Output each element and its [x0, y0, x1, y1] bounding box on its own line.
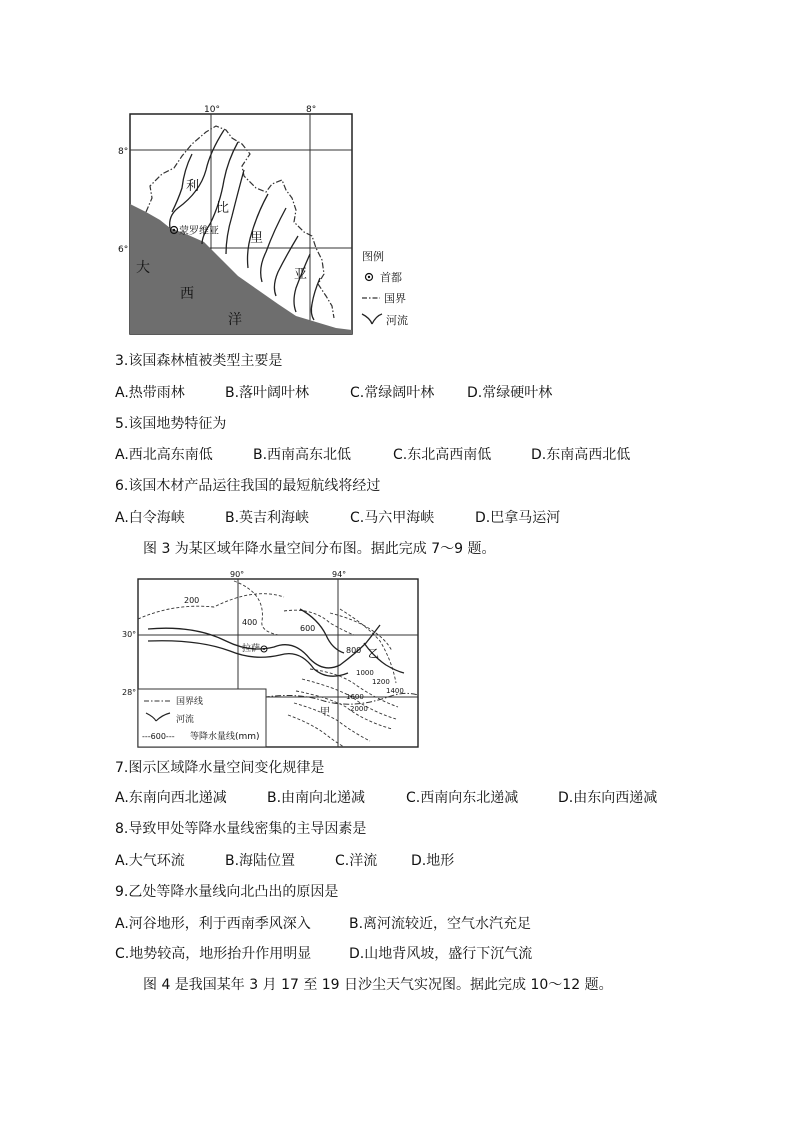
- country-char: 比: [216, 201, 230, 216]
- legend-isohyet: 等降水量线(mm): [190, 732, 260, 742]
- question-8-option-a[interactable]: A.大气环流: [115, 853, 185, 869]
- lat-label-30: 30°: [122, 630, 137, 639]
- figure-4-intro: 图 4 是我国某年 3 月 17 至 19 日沙尘天气实况图。据此完成 10～12 题。: [143, 977, 613, 993]
- question-8-stem: 8.导致甲处等降水量线密集的主导因素是: [115, 821, 367, 837]
- lon-label-94: 94°: [332, 570, 347, 579]
- question-3-option-d[interactable]: D.常绿硬叶林: [467, 385, 553, 401]
- isohyet-label: 600: [300, 624, 316, 633]
- question-9-option-b[interactable]: B.离河流较近，空气水汽充足: [349, 916, 532, 932]
- legend-capital: 首都: [380, 271, 402, 284]
- legend-title: 图例: [362, 250, 384, 263]
- question-6-option-a[interactable]: A.白令海峡: [115, 510, 185, 526]
- country-char: 利: [186, 179, 200, 194]
- lat-label-28: 28°: [122, 688, 137, 697]
- lon-label-10: 10°: [204, 105, 220, 115]
- ocean-char: 大: [136, 260, 150, 276]
- lon-label-8: 8°: [306, 105, 317, 115]
- legend-river: 河流: [176, 715, 195, 725]
- question-7-option-d[interactable]: D.由东向西递减: [558, 790, 658, 806]
- precipitation-map: [122, 569, 420, 749]
- question-5-option-a[interactable]: A.西北高东南低: [115, 447, 213, 463]
- question-6-stem: 6.该国木材产品运往我国的最短航线将经过: [115, 478, 381, 494]
- legend-river: 河流: [386, 314, 408, 327]
- legend-border: 国界线: [176, 697, 204, 707]
- question-9-option-d[interactable]: D.山地背风坡，盛行下沉气流: [349, 946, 533, 962]
- rivers: [148, 609, 404, 676]
- isohyet-label: 200: [184, 596, 200, 605]
- isohyet-label: 800: [346, 646, 362, 655]
- isohyet-label: 1400: [386, 687, 404, 695]
- figure-3-intro: 图 3 为某区域年降水量空间分布图。据此完成 7～9 题。: [143, 541, 496, 557]
- isohyet-label: 2000: [350, 705, 368, 713]
- question-7-option-a[interactable]: A.东南向西北递减: [115, 790, 227, 806]
- question-3-stem: 3.该国森林植被类型主要是: [115, 353, 283, 369]
- city-label: 拉萨: [242, 644, 261, 654]
- question-6-option-b[interactable]: B.英吉利海峡: [225, 510, 310, 526]
- lon-label-90: 90°: [230, 570, 245, 579]
- mark-yi: 乙: [368, 647, 379, 660]
- question-9-option-c[interactable]: C.地势较高，地形抬升作用明显: [115, 946, 312, 962]
- question-5-option-d[interactable]: D.东南高西北低: [531, 447, 631, 463]
- question-5-stem: 5.该国地势特征为: [115, 416, 227, 432]
- question-8-option-c[interactable]: C.洋流: [335, 853, 378, 869]
- isohyet-label: 400: [242, 618, 258, 627]
- map2-legend: [138, 689, 266, 747]
- legend-isohyet-sample: ---600---: [142, 732, 175, 741]
- mark-jia: 甲: [320, 707, 330, 718]
- ocean-char: 洋: [228, 312, 242, 328]
- lat-label-6: 6°: [118, 245, 129, 255]
- country-char: 里: [250, 231, 264, 246]
- question-7-option-c[interactable]: C.西南向东北递减: [406, 790, 519, 806]
- question-6-option-d[interactable]: D.巴拿马运河: [475, 510, 561, 526]
- isohyet-label: 1600: [346, 693, 364, 701]
- question-5-option-b[interactable]: B.西南高东北低: [253, 447, 352, 463]
- question-9-option-a[interactable]: A.河谷地形，利于西南季风深入: [115, 916, 311, 932]
- liberia-map: [118, 105, 422, 336]
- question-6-option-c[interactable]: C.马六甲海峡: [350, 510, 435, 526]
- country-char: 亚: [294, 267, 308, 282]
- question-7-option-b[interactable]: B.由南向北递减: [267, 790, 366, 806]
- isohyet-label: 1200: [372, 678, 390, 686]
- question-9-stem: 9.乙处等降水量线向北凸出的原因是: [115, 884, 339, 900]
- ocean-char: 西: [180, 286, 194, 302]
- question-5-option-c[interactable]: C.东北高西南低: [393, 447, 492, 463]
- question-8-option-d[interactable]: D.地形: [411, 853, 455, 869]
- question-8-option-b[interactable]: B.海陆位置: [225, 853, 296, 869]
- river-legend-icon: [362, 314, 382, 324]
- map1-legend: [362, 249, 408, 327]
- question-3-option-a[interactable]: A.热带雨林: [115, 385, 185, 401]
- question-3-option-b[interactable]: B.落叶阔叶林: [225, 385, 310, 401]
- question-7-stem: 7.图示区域降水量空间变化规律是: [115, 760, 325, 776]
- capital-label: 蒙罗维亚: [179, 226, 219, 237]
- isohyet-label: 1000: [356, 669, 374, 677]
- legend-border: 国界: [384, 292, 406, 305]
- lat-label-8: 8°: [118, 147, 129, 157]
- question-3-option-c[interactable]: C.常绿阔叶林: [350, 385, 435, 401]
